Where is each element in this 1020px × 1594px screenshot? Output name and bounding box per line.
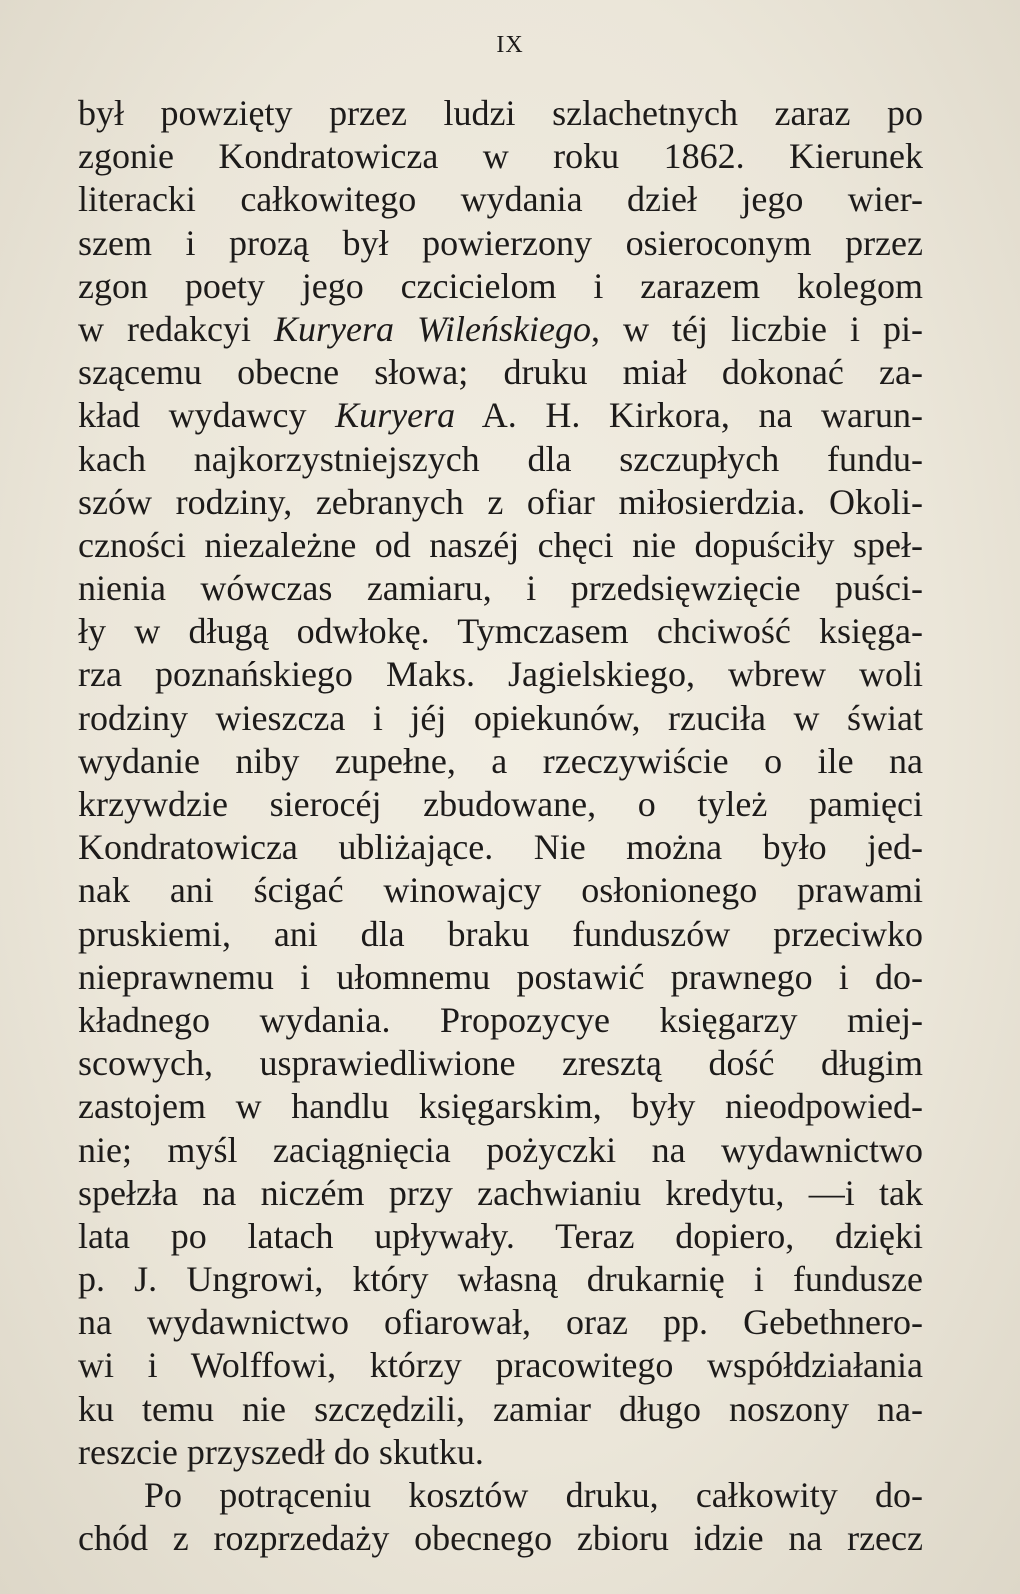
text-line: Kondratowicza ubliżające. Nie można było jed- — [78, 827, 923, 868]
text-line: nie; myśl zaciągnięcia pożyczki na wydawnictwo — [78, 1129, 923, 1170]
text-segment: A. H. Kirkora, na warun- — [455, 395, 923, 436]
text-line: szów rodziny, zebranych z ofiar miłosierdzia. Okoli- — [78, 481, 923, 522]
text-line: p. J. Ungrowi, który własną drukarnię i fundusze — [78, 1259, 923, 1300]
text-line: wydanie niby zupełne, a rzeczywiście o ile na — [78, 740, 923, 781]
text-line: na wydawnictwo ofiarował, oraz pp. Gebethnero- — [78, 1302, 923, 1343]
text-line: pruskiemi, ani dla braku funduszów przeciwko — [78, 913, 923, 954]
page-number: IX — [496, 32, 524, 58]
italic-title: Kuryera — [335, 395, 456, 436]
paragraph-start-line: Po potrąceniu kosztów druku, całkowity do- — [144, 1475, 923, 1515]
text-line: ku temu nie szczędzili, zamiar długo noszony na- — [78, 1388, 923, 1429]
text-line: lata po latach upływały. Teraz dopiero, dzięki — [78, 1215, 923, 1256]
text-line: rodziny wieszcza i jéj opiekunów, rzuciła w świat — [78, 697, 923, 738]
text-line: ły w długą odwłokę. Tymczasem chciwość księga- — [78, 611, 923, 652]
text-line: nieprawnemu i ułomnemu postawić prawnego i do- — [78, 956, 923, 997]
text-line: nak ani ścigać winowajcy osłonionego prawami — [78, 870, 923, 911]
text-line: rza poznańskiego Maks. Jagielskiego, wbrew woli — [78, 654, 923, 695]
text-line: nienia wówczas zamiaru, i przedsięwzięcie puści- — [78, 568, 923, 609]
text-line — [78, 394, 923, 437]
text-line: scowych, usprawiedliwione zresztą dość długim — [78, 1043, 923, 1084]
text-segment: kład wydawcy — [78, 395, 336, 436]
text-line: wi i Wolffowi, którzy pracowitego współdziałania — [78, 1345, 923, 1386]
text-line: zastojem w handlu księgarskim, były nieodpowied- — [78, 1086, 923, 1127]
text-line: chód z rozprzedaży obecnego zbioru idzie na rzecz — [78, 1518, 923, 1559]
text-line: kładnego wydania. Propozycye księgarzy miej- — [78, 999, 923, 1040]
text-line: krzywdzie sierocéj zbudowane, o tyleż pamięci — [78, 784, 923, 824]
text-line: szącemu obecne słowa; druku miał dokonać za- — [78, 352, 923, 393]
body-text — [78, 92, 923, 1560]
text-line: zgonie Kondratowicza w roku 1862. Kierunek — [78, 136, 923, 177]
text-line: spełzła na niczém przy zachwianiu kredytu, —i tak — [78, 1172, 923, 1213]
text-line: czności niezależne od naszéj chęci nie dopuściły speł- — [78, 524, 923, 565]
text-line — [78, 308, 923, 351]
italic-title: Kuryera Wileńskiego — [273, 308, 591, 349]
text-segment: , w téj liczbie i pi- — [590, 308, 923, 349]
text-line: był powzięty przez ludzi szlachetnych zaraz po — [78, 93, 923, 133]
text-line: literacki całkowitego wydania dzieł jego wier- — [78, 179, 923, 220]
text-line: kach najkorzystniejszych dla szczupłych fundu- — [78, 438, 923, 479]
text-segment: w redakcyi — [78, 308, 274, 349]
paragraph-end-line: reszcie przyszedł do skutku. — [78, 1431, 484, 1472]
text-line: zgon poety jego czcicielom i zarazem kolegom — [78, 265, 923, 306]
text-line: szem i prozą był powierzony osieroconym przez — [78, 222, 923, 263]
